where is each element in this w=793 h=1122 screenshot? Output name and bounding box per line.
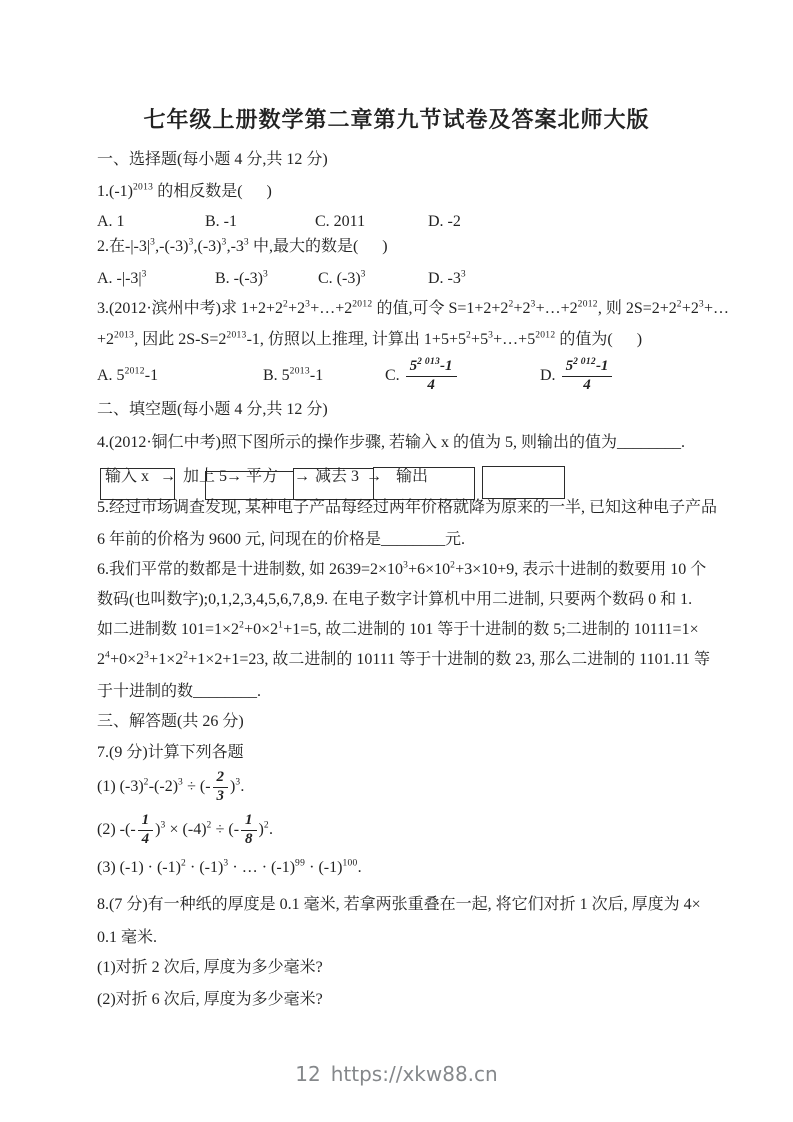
question-7-part-3: (3) $(-1) \cdot (-1)^2 \cdot (-1)^3$ · … · $(-1)^{99} \cdot (-1)^{100}$. (97, 858, 362, 876)
arrow-icon: → (226, 468, 242, 485)
flowchart-step-output: 输出 (396, 468, 429, 485)
fraction: $\frac{5^{2 012}-1}{4}$ (562, 359, 613, 394)
fraction: $\frac{5^{2 013}-1}{4}$ (406, 359, 457, 394)
flowchart-step-subtract-3: 减去 3 (315, 468, 360, 485)
question-6-text-line1: 6.我们平常的数都是十进制数, 如 $2639=2\times 10^3+6\times 10^2+3\times 10+9$, 表示十进制的数要用 10 个 (97, 560, 707, 578)
section-2-heading: 二、填空题(每小题 4 分,共 12 分) (97, 401, 328, 418)
option-b: B. $-(-3)^3$ (215, 269, 269, 287)
question-4-text: 4.(2012·铜仁中考)照下图所示的操作步骤, 若输入 x 的值为 5, 则输出的值为________. (97, 434, 685, 451)
fraction: $\frac{1}{4}$ (138, 813, 154, 848)
question-8-part-2: (2)对折 6 次后, 厚度为多少毫米? (97, 991, 323, 1008)
question-5-text-line1: 5.经过市场调查发现, 某种电子产品每经过两年价格就降为原来的一半, 已知这种电子产品 (97, 499, 718, 516)
option-c: C. 2011 (315, 213, 366, 230)
question-1-options (97, 210, 461, 234)
option-a: A. $5^{2012}-1$ (97, 366, 159, 384)
question-8-text-line1: 8.(7 分)有一种纸的厚度是 0.1 毫米, 若拿两张重叠在一起, 将它们对折 1 次后, 厚度为 4× (97, 896, 701, 913)
question-6-text-line5: 于十进制的数________. (97, 683, 262, 700)
question-2-text: 2.在$-|-3|^3,-(-3)^3,(-3)^3,-3^3$ 中,最大的数是( ) (97, 237, 388, 255)
option-d: D. $-3^3$ (428, 269, 466, 287)
flowchart-step-input: 输入 x (105, 468, 150, 485)
arrow-icon: → (160, 468, 176, 485)
question-7-text: 7.(9 分)计算下列各题 (97, 744, 244, 761)
flowchart-step-square: 平方 (246, 468, 279, 485)
option-a: A. $-|-3|^3$ (97, 269, 147, 287)
option-c: C. $\frac{5^{2 013}-1}{4}$ (385, 359, 540, 394)
question-3-text-line1: 3.(2012·滨州中考)求 $1+2+2^2+2^3+\dots+2^{2012}$ 的值,可令 $S=1+2+2^2+2^3+\dots+2^{2012}$, 则 $2S=2+2^2+2^3+\dots$ (97, 299, 729, 317)
question-6-text-line2: 数码(也叫数字);0,1,2,3,4,5,6,7,8,9. 在电子数字计算机中用二进制, 只要两个数码 0 和 1. (97, 591, 693, 608)
flowchart-step-add-5: 加上 5 (183, 468, 228, 485)
option-c: C. $(-3)^3$ (318, 269, 366, 287)
question-3-options (97, 353, 614, 399)
question-8-text-line2: 0.1 毫米. (97, 929, 158, 946)
fraction: $\frac{2}{3}$ (213, 770, 229, 805)
fraction: $\frac{1}{8}$ (241, 813, 257, 848)
option-b: B. -1 (205, 213, 237, 230)
question-2-options (97, 267, 466, 291)
page-footer (0, 1062, 793, 1086)
question-1-text: $1.(-1)^{2013}$ 的相反数是( ) (97, 182, 272, 200)
question-6-text-line3: 如二进制数 $101=1\times 2^2+0\times 2^1+1=5$, 故二进制的 101 等于十进制的数 5;二进制的 10111=1× (97, 620, 699, 638)
page-number: 12 (295, 1062, 321, 1086)
question-5-text-line2: 6 年前的价格为 9600 元, 问现在的价格是________元. (97, 531, 466, 548)
section-3-heading: 三、解答题(共 26 分) (97, 713, 244, 730)
arrow-icon: → (366, 468, 382, 485)
option-a: A. 1 (97, 213, 125, 230)
option-b: B. $5^{2013}-1$ (263, 366, 324, 384)
page-title: 七年级上册数学第二章第九节试卷及答案北师大版 (143, 107, 650, 132)
option-d: D. $\frac{5^{2 012}-1}{4}$ (540, 359, 614, 394)
flowchart-box-empty (482, 466, 565, 499)
section-1-heading: 一、选择题(每小题 4 分,共 12 分) (97, 151, 328, 168)
arrow-icon: → (294, 468, 310, 485)
option-d: D. -2 (428, 213, 461, 230)
question-7-part-2: (2) -(- $\frac{1}{4}$ )$^3 \times (-4)^2$ ÷ (- $\frac{1}{8}$ )$^2$. (97, 812, 273, 847)
footer-url: https://xkw88.cn (330, 1062, 498, 1086)
question-6-text-line4: $2^4+0\times 2^3+1\times 2^2+1\times 2+1=23$, 故二进制的 10111 等于十进制的数 23, 那么二进制的 1101.11 等 (97, 650, 711, 668)
question-8-part-1: (1)对折 2 次后, 厚度为多少毫米? (97, 959, 323, 976)
question-3-text-line2: $+2^{2013}$, 因此 $2S-S=2^{2013}-1$, 仿照以上推理, 计算出 $1+5+5^2+5^3+\dots+5^{2012}$ 的值为( ) (97, 330, 643, 348)
question-7-part-1: (1) $(-3)^2-(-2)^3$ ÷ (- $\frac{2}{3}$ )$^3$. (97, 769, 245, 804)
